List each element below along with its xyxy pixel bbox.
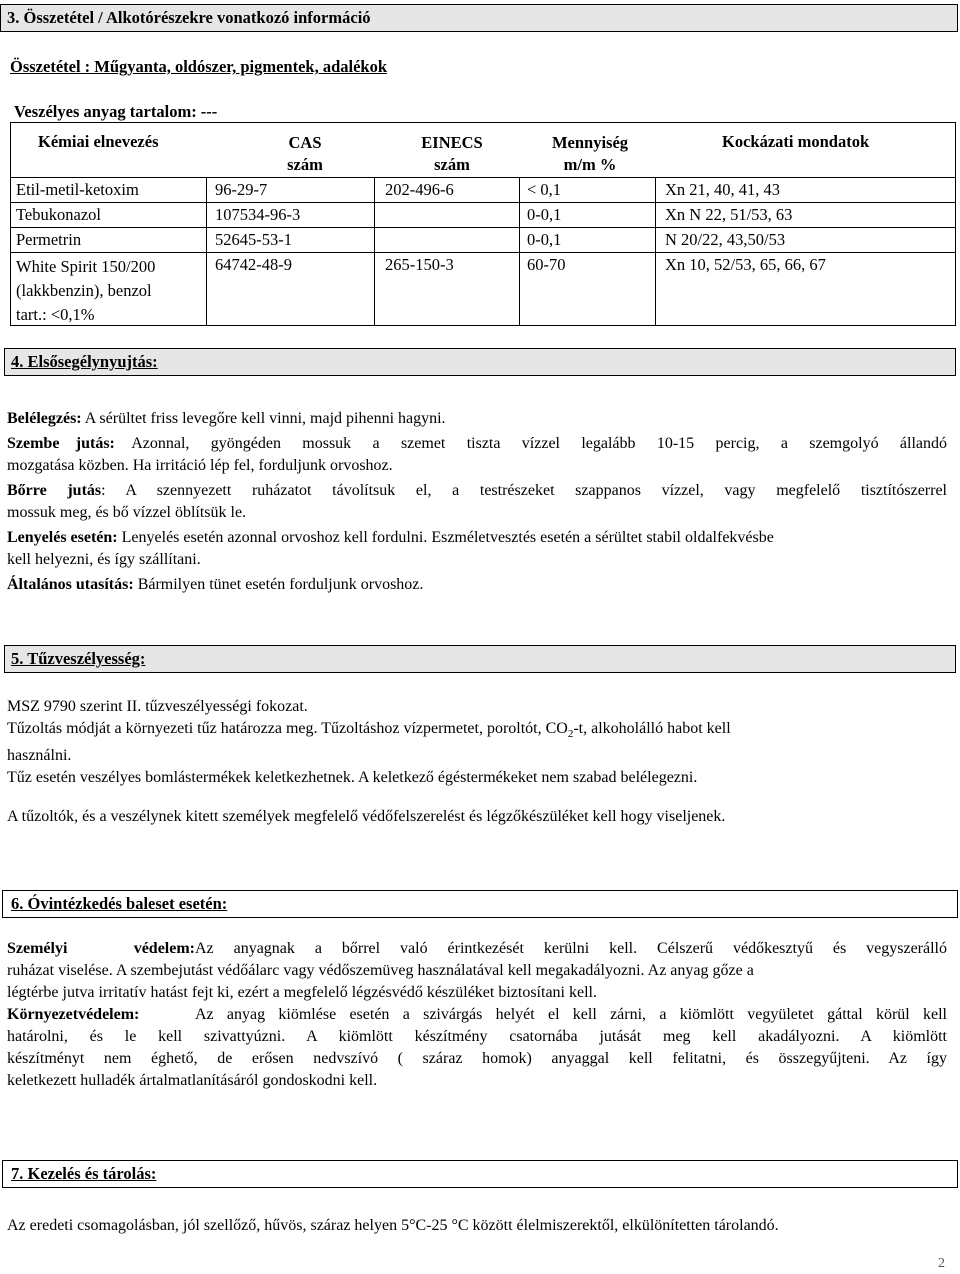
einecs-header-l2: szám — [434, 155, 470, 174]
row2-name: Tebukonazol — [16, 205, 101, 224]
qty-header-l2: m/m % — [563, 155, 617, 174]
col-rule-3 — [519, 177, 520, 325]
inhalation-line — [7, 408, 947, 430]
skin-label: Bőrre jutás — [7, 482, 102, 499]
section-7-header — [2, 1160, 958, 1188]
eye-line-2: mozgatása közben. Ha irritáció lép fel, forduljunk orvoshoz. — [7, 457, 393, 474]
row3-cas: 52645-53-1 — [215, 230, 292, 249]
row1-einecs: 202-496-6 — [385, 180, 454, 199]
env-text-1: Az anyag kiömlése esetén a szivárgás helyét el kell zárni, a kiömlött vegyületet gáttal körül kell — [195, 1006, 947, 1023]
swallow-label: Lenyelés esetén: — [7, 529, 118, 546]
personal-text-1: Az anyagnak a bőrrel való érintkezését kerülni kell. Célszerű védőkesztyű és vegyszerálló — [195, 940, 947, 957]
env-line-2: határolni, és le kell szivattyúzni. A kiömlött készítmény csatornába jutását meg kell akadályozni. A kiömlött — [7, 1028, 947, 1045]
row2-risk: Xn N 22, 51/53, 63 — [665, 205, 793, 224]
row4-name — [16, 255, 155, 327]
section-5-title: 5. Tűzveszélyesség: — [11, 649, 146, 668]
personal-line-2: ruházat viselése. A szembejutást védőálarc vagy védőszemüveg használatával kell megakadályozni. Az anyag gőze a — [7, 962, 754, 979]
col-header-einecs — [410, 132, 494, 176]
env-line-4: keletkezett hulladék ártalmatlanításáról gondoskodni kell. — [7, 1072, 378, 1089]
row4-name-l2: (lakkbenzin), benzol — [16, 281, 152, 300]
row2-qty: 0-0,1 — [527, 205, 562, 224]
personal-label: Személyi védelem: — [7, 940, 195, 957]
col-header-cas — [275, 132, 335, 176]
page-number: 2 — [938, 1256, 945, 1271]
personal-line-1 — [7, 938, 947, 960]
section-4-title: 4. Elsősegélynyujtás: — [11, 352, 158, 371]
row4-name-l3: tart.: <0,1% — [16, 305, 95, 324]
fire-line-2-sub: 2 — [567, 728, 574, 741]
row1-qty: < 0,1 — [527, 180, 562, 199]
cas-header-l1: CAS — [288, 133, 322, 152]
row4-einecs: 265-150-3 — [385, 255, 454, 274]
section-5-header — [4, 645, 956, 673]
skin-text-1: : A szennyezett ruházatot távolítsuk el, a testrészeket szappanos vízzel, vagy megfelelő tisztítószerrel — [101, 482, 948, 499]
cas-header-l2: szám — [287, 155, 323, 174]
col-rule-2 — [374, 177, 375, 325]
section-6-header — [2, 890, 958, 918]
einecs-header-l1: EINECS — [421, 133, 483, 152]
row4-qty: 60-70 — [527, 255, 566, 274]
eye-line-1 — [7, 433, 947, 455]
row1-risk: Xn 21, 40, 41, 43 — [665, 180, 781, 199]
row-rule-3 — [10, 252, 956, 253]
row-rule-1 — [10, 202, 956, 203]
env-line-3: készítményt nem éghető, de erősen nedvszívó ( száraz homok) anyaggal kell felitatni, és összegyűjteni. Az így — [7, 1050, 947, 1067]
col-rule-4 — [655, 177, 656, 325]
swallow-text-1: Lenyelés esetén azonnal orvoshoz kell fordulni. Eszméletvesztés esetén a sérültet stabil oldalfekvésbe — [117, 529, 774, 546]
eye-label: Szembe jutás: — [7, 435, 115, 452]
row3-name: Permetrin — [16, 230, 82, 249]
row-rule-2 — [10, 227, 956, 228]
qty-header-l1: Mennyiség — [551, 133, 629, 152]
row4-risk: Xn 10, 52/53, 65, 66, 67 — [665, 255, 826, 274]
env-label: Környezetvédelem: — [7, 1006, 140, 1023]
section-6-title: 6. Óvintézkedés baleset esetén: — [11, 894, 228, 913]
hazardous-content-line: Veszélyes anyag tartalom: --- — [14, 102, 218, 121]
composition-line: Összetétel : Műgyanta, oldószer, pigmentek, adalékok — [10, 57, 388, 76]
first-aid-text — [7, 408, 947, 596]
skin-line-2: mossuk meg, és bő vízzel öblítsük le. — [7, 504, 247, 521]
eye-text-1: Azonnal, gyöngéden mossuk a szemet tiszta vízzel legalább 10-15 percig, a szemgolyó állandó — [131, 435, 948, 452]
section-4-header — [4, 348, 956, 376]
fire-line-2 — [7, 718, 947, 745]
inhalation-label: Belélegzés: — [7, 410, 82, 427]
section-3-title: 3. Összetétel / Alkotórészekre vonatkozó információ — [7, 8, 371, 27]
inhalation-text: A sérültet friss levegőre kell vinni, majd pihenni hagyni. — [81, 410, 446, 427]
general-text: Bármilyen tünet esetén forduljunk orvoshoz. — [133, 576, 424, 593]
swallow-line-2: kell helyezni, és így szállítani. — [7, 551, 201, 568]
row1-cas: 96-29-7 — [215, 180, 268, 199]
skin-line-1 — [7, 480, 947, 502]
row1-name: Etil-metil-ketoxim — [16, 180, 139, 199]
fire-line-5: A tűzoltók, és a veszélynek kitett személyek megfelelő védőfelszerelést és légzőkészüléket kell hogy viseljenek. — [7, 808, 726, 826]
row3-risk: N 20/22, 43,50/53 — [665, 230, 786, 249]
fire-line-2a: Tűzoltás módját a környezeti tűz határozza meg. Tűzoltáshoz vízpermetet, poroltót, CO — [7, 720, 568, 737]
fire-line-4: Tűz esetén veszélyes bomlástermékek keletkezhetnek. A keletkező égéstermékeket nem szabad belélegezni. — [7, 769, 698, 787]
fire-line-2b: -t, alkoholálló habot kell — [573, 720, 731, 737]
swallow-line-1 — [7, 527, 947, 549]
env-line-1 — [7, 1004, 947, 1026]
fire-line-1: MSZ 9790 szerint II. tűzveszélyességi fokozat. — [7, 698, 308, 715]
row2-cas: 107534-96-3 — [215, 205, 301, 224]
general-label: Általános utasítás: — [7, 576, 134, 593]
section-3-header — [0, 4, 958, 32]
col-rule-1 — [206, 177, 207, 325]
row4-cas: 64742-48-9 — [215, 255, 292, 274]
precautions-text — [7, 938, 947, 1092]
col-header-name: Kémiai elnevezés — [38, 132, 159, 151]
table-header-rule — [10, 177, 956, 178]
section-7-title: 7. Kezelés és tárolás: — [11, 1164, 157, 1183]
row4-name-l1: White Spirit 150/200 — [16, 257, 156, 276]
fire-text — [7, 696, 947, 828]
col-header-qty — [540, 132, 640, 176]
personal-line-3: légtérbe jutva irritatív hatást fejt ki, ezért a megfelelő légzésvédő készüléket biztosítani kell. — [7, 984, 597, 1001]
storage-text: Az eredeti csomagolásban, jól szellőző, hűvös, száraz helyen 5°C-25 °C között élelmiszerektől, elkülönítetten tárolandó. — [7, 1217, 779, 1234]
col-header-risk: Kockázati mondatok — [722, 132, 870, 151]
general-line — [7, 574, 947, 596]
fire-line-3: használni. — [7, 747, 72, 765]
row3-qty: 0-0,1 — [527, 230, 562, 249]
